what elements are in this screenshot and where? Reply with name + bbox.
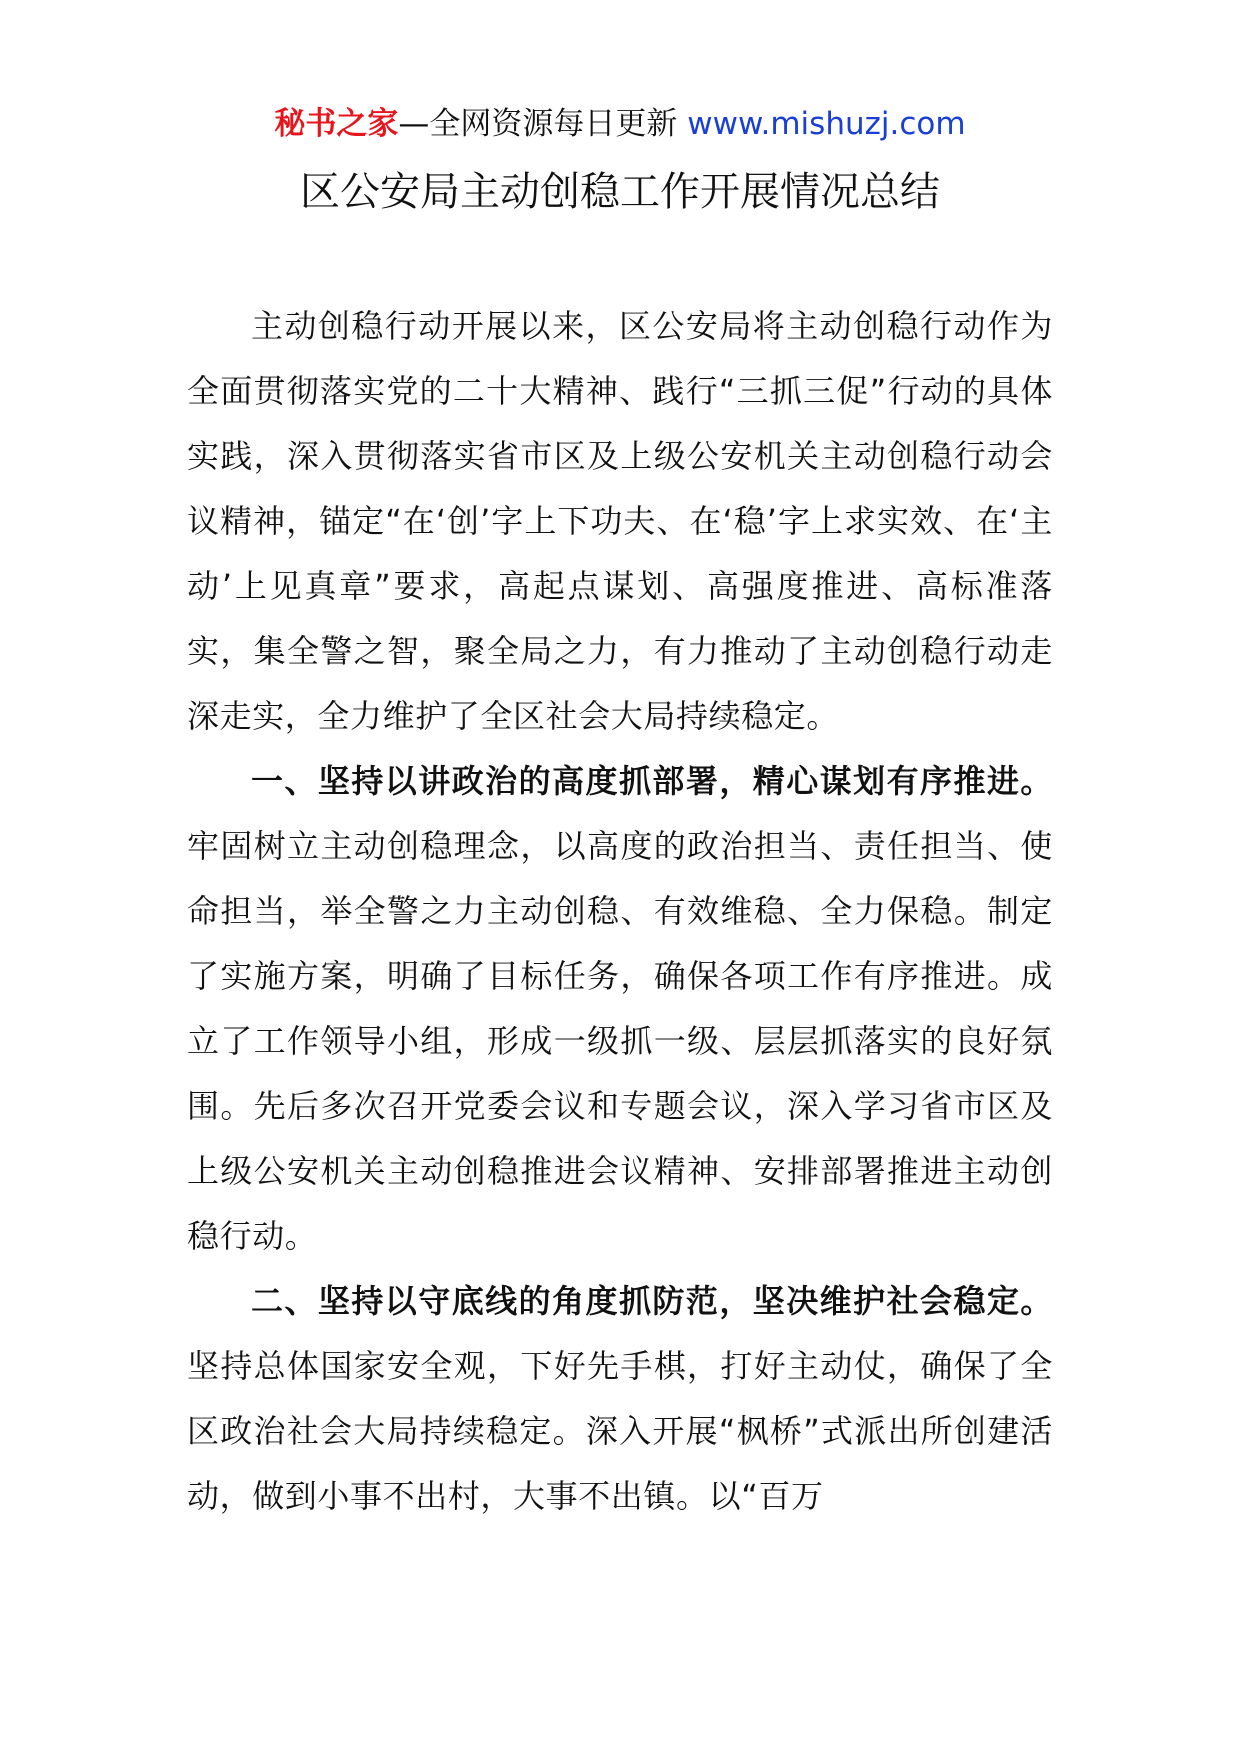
section-two-text: 坚持总体国家安全观，下好先手棋，打好主动仗，确保了全区政治社会大局持续稳定。深入开展“枫桥”式派出所创建活动，做到小事不出村，大事不出镇。以“百万 [187, 1347, 1053, 1515]
brand-name: 秘书之家 [274, 106, 399, 142]
section-one-heading: 一、坚持以讲政治的高度抓部署，精心谋划有序推进。 [251, 762, 1053, 800]
section-two-heading: 二、坚持以守底线的角度抓防范，坚决维护社会稳定。 [251, 1282, 1053, 1320]
site-url-link[interactable]: www.mishuzj.com [687, 106, 966, 142]
intro-paragraph [187, 294, 1053, 749]
document-body [187, 294, 1053, 1529]
banner-slogan: —全网资源每日更新 [398, 106, 688, 142]
section-two-paragraph [187, 1269, 1053, 1529]
site-banner [0, 100, 1240, 148]
section-one-paragraph [187, 749, 1053, 1269]
document-title: 区公安局主动创稳工作开展情况总结 [300, 169, 940, 215]
section-one-text: 牢固树立主动创稳理念，以高度的政治担当、责任担当、使命担当，举全警之力主动创稳、有效维稳、全力保稳。制定了实施方案，明确了目标任务，确保各项工作有序推进。成立了工作领导小组，形成一级抓一级、层层抓落实的良好氛围。先后多次召开党委会议和专题会议，深入学习省市区及上级公安机关主动创稳推进会议精神、安排部署推进主动创稳行动。 [187, 827, 1053, 1255]
intro-text: 主动创稳行动开展以来，区公安局将主动创稳行动作为全面贯彻落实党的二十大精神、践行“三抓三促”行动的具体实践，深入贯彻落实省市区及上级公安机关主动创稳行动会议精神，锚定“在‘创’字上下功夫、在‘稳’字上求实效、在‘主动’上见真章”要求，高起点谋划、高强度推进、高标准落实，集全警之智，聚全局之力，有力推动了主动创稳行动走深走实，全力维护了全区社会大局持续稳定。 [187, 307, 1053, 735]
